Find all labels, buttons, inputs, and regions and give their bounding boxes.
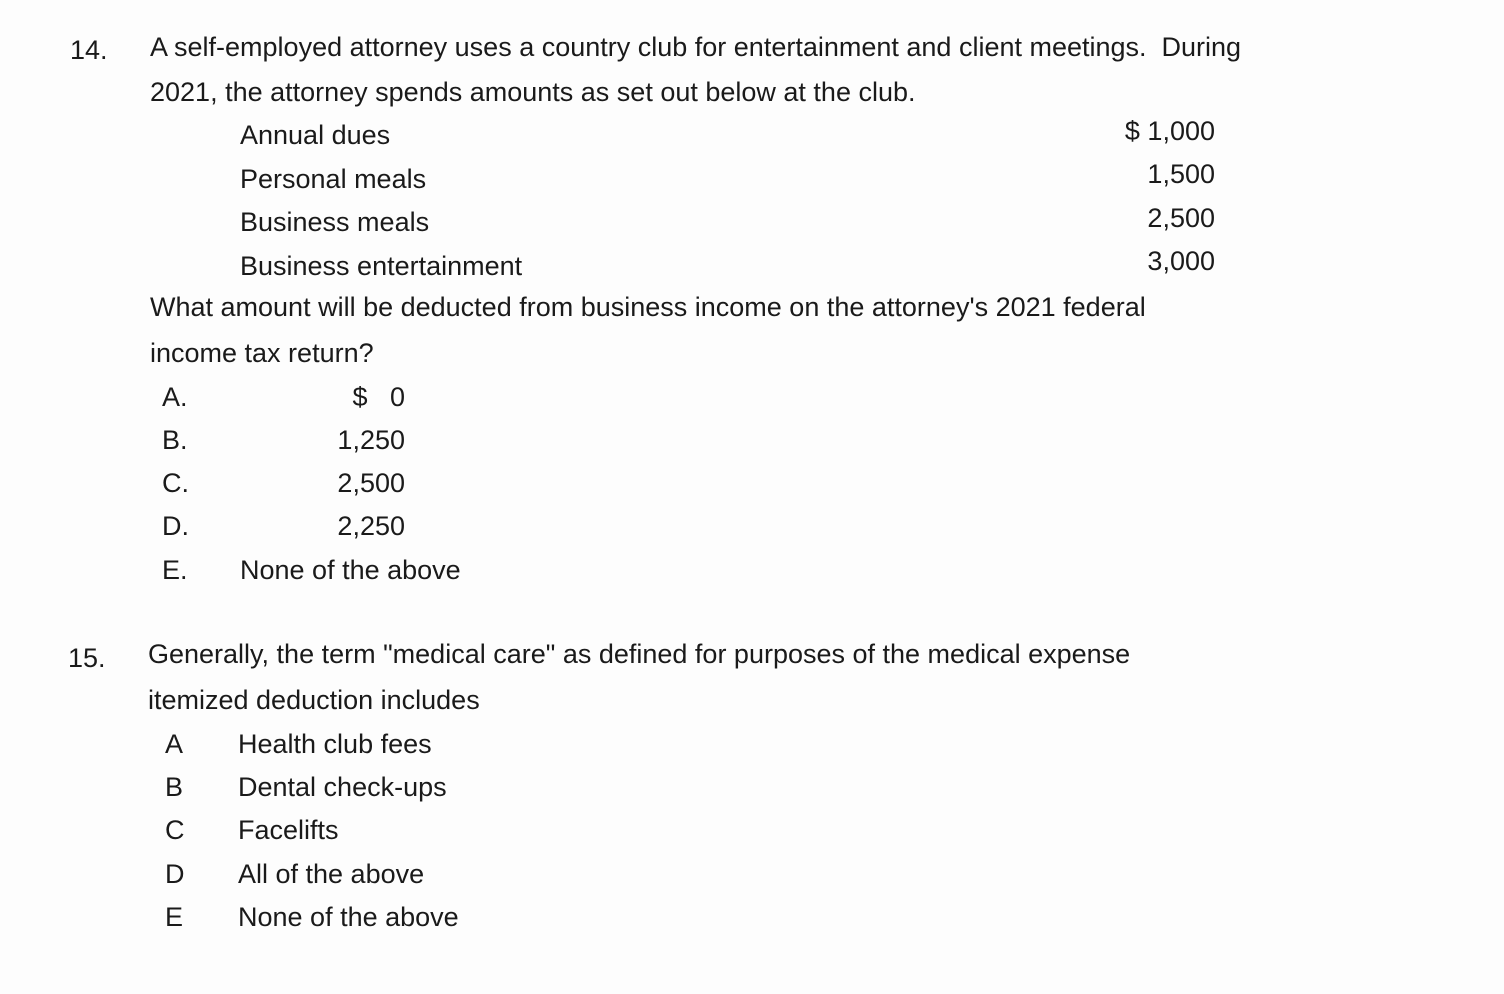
question-stem: Generally, the term "medical care" as defined for purposes of the medical expense [148,639,1131,669]
question-text: income tax return? [150,338,374,368]
option-letter: C. [162,468,189,498]
expense-label: Business meals [240,207,430,237]
option-text: Health club fees [238,729,432,759]
option-text: 2,500 [337,468,405,498]
option-text: 2,250 [337,511,405,541]
option-text: All of the above [238,859,425,889]
expense-label: Personal meals [240,164,427,194]
option-letter: E. [162,555,188,585]
expense-amount: $ 1,000 [1124,116,1215,146]
question-stem: 2021, the attorney spends amounts as set out below at the club. [150,77,916,107]
option-text: None of the above [238,902,459,932]
expense-label: Business entertainment [240,251,523,281]
expense-amount: 3,000 [1147,246,1215,276]
option-letter: B. [162,425,188,455]
option-letter: B [165,772,184,802]
option-letter: A [165,729,184,759]
question-text: What amount will be deducted from business income on the attorney's 2021 federal [150,292,1146,322]
question-number: 14. [70,35,108,65]
question-stem: A self-employed attorney uses a country club for entertainment and client meetings. During [150,32,1242,62]
option-letter: E [165,902,184,932]
expense-amount: 2,500 [1147,203,1215,233]
option-letter: A. [162,382,188,412]
option-text: None of the above [240,555,461,585]
option-letter: C [165,815,185,845]
option-letter: D. [162,511,189,541]
option-text: 1,250 [337,425,405,455]
option-text: Dental check-ups [238,772,447,802]
option-letter: D [165,859,185,889]
option-text: $ 0 [352,382,405,412]
expense-amount: 1,500 [1147,159,1215,189]
expense-label: Annual dues [240,120,391,150]
question-number: 15. [68,643,106,673]
option-text: Facelifts [238,815,339,845]
question-stem: itemized deduction includes [148,685,480,715]
